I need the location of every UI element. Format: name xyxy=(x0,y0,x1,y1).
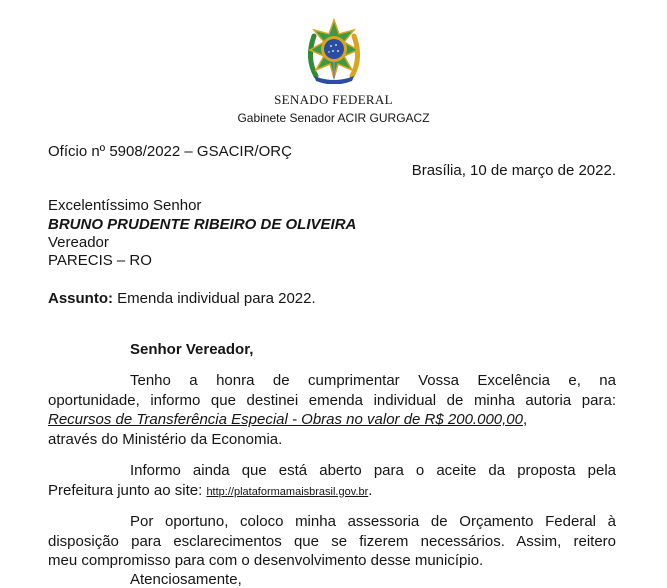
paragraph-1-line-2: oportunidade, informo que destinei emenda individual de minha autoria para: xyxy=(48,391,616,409)
paragraph-1-line-3: Recursos de Transferência Especial - Obras no valor de R$ 200.000,00, xyxy=(48,411,528,428)
greeting: Senhor Vereador, xyxy=(130,341,254,358)
platform-link[interactable]: http://plataformamaisbrasil.gov.br xyxy=(206,485,369,498)
recipient-location: PARECIS – RO xyxy=(48,252,152,269)
coat-of-arms-emblem xyxy=(302,18,366,84)
paragraph-1-line-1: Tenho a honra de cumprimentar Vossa Excelência e, na xyxy=(130,372,616,389)
office-name: Gabinete Senador ACIR GURGACZ xyxy=(237,111,430,125)
paragraph-2 xyxy=(48,461,616,502)
paragraph-1-line-4: através do Ministério da Economia. xyxy=(48,430,283,448)
closing: Atenciosamente, xyxy=(130,571,242,588)
recipient-role: Vereador xyxy=(48,234,109,251)
paragraph-2-line-2: Prefeitura junto ao site: http://plataformamaisbrasil.gov.br. xyxy=(48,481,373,499)
document-reference: Ofício nº 5908/2022 – GSACIR/ORÇ xyxy=(48,143,292,160)
institution-name: SENADO FEDERAL xyxy=(274,92,393,107)
subject-line xyxy=(48,290,316,307)
recipient-name: BRUNO PRUDENTE RIBEIRO DE OLIVEIRA xyxy=(48,216,357,233)
recipient-salutation-line: Excelentíssimo Senhor xyxy=(48,197,202,214)
paragraph-3-line-2: disposição para esclarecimentos que se fizerem necessários. Assim, reitero xyxy=(48,532,616,550)
paragraph-3-line-3: meu compromisso para com o desenvolvimento desse município. xyxy=(48,552,484,569)
paragraph-3-line-1: Por oportuno, coloco minha assessoria de Orçamento Federal à xyxy=(130,513,616,530)
paragraph-1 xyxy=(48,371,616,449)
paragraph-3 xyxy=(48,512,616,571)
emphasized-amount: Recursos de Transferência Especial - Obras no valor de R$ 200.000,00 xyxy=(48,411,523,428)
paragraph-2-line-1: Informo ainda que está aberto para o aceite da proposta pela xyxy=(130,462,616,479)
subject-text: Emenda individual para 2022. xyxy=(117,290,316,307)
subject-label: Assunto: xyxy=(48,290,113,307)
place-date: Brasília, 10 de março de 2022. xyxy=(411,162,616,179)
